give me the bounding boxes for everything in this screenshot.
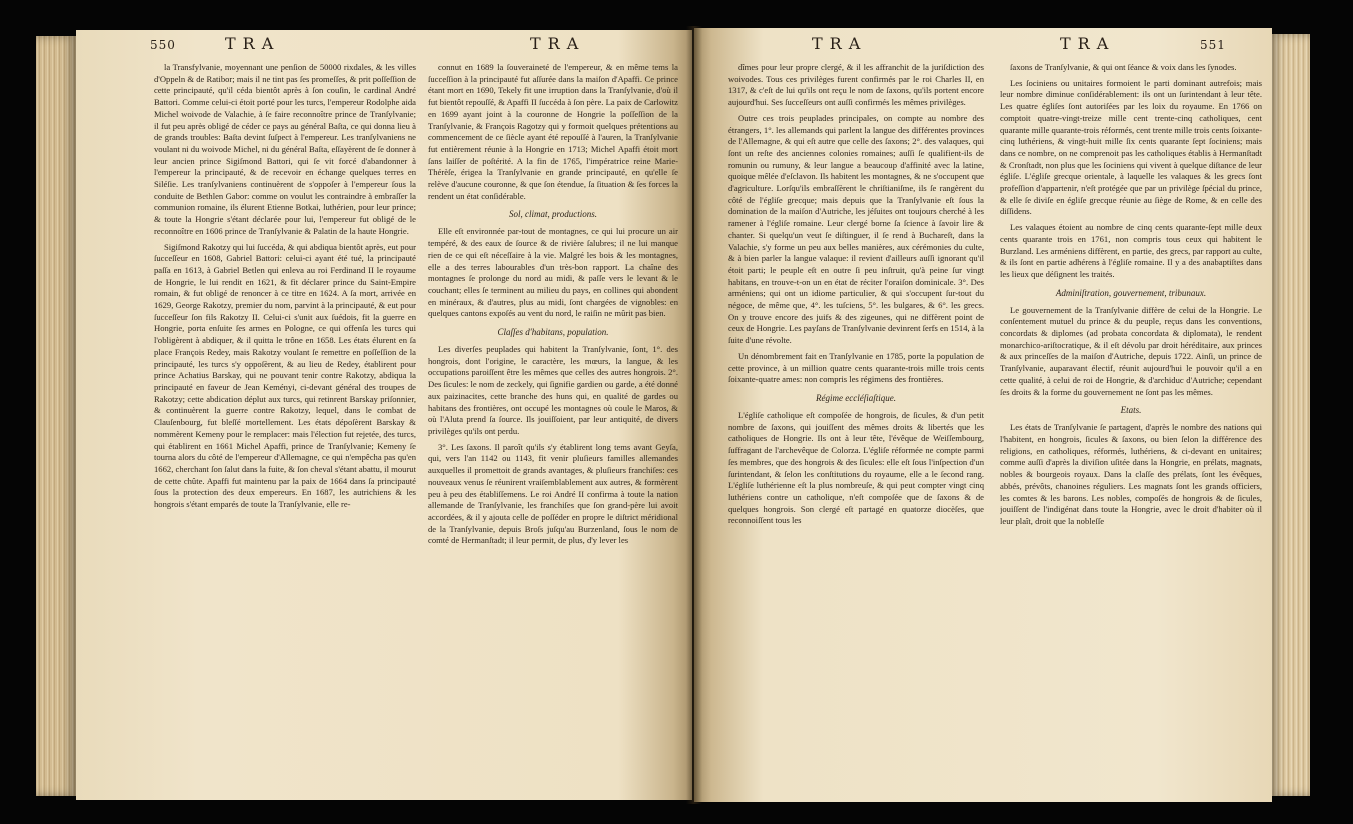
right-page-number: 551 bbox=[1200, 38, 1226, 52]
paragraph: ſaxons de Tranſylvanie, & qui ont ſéance & voix dans les ſynodes. bbox=[1010, 62, 1237, 72]
paragraph: Le gouvernement de la Tranſylvanie diffère de celui de la Hongrie. Le conſentement mutuel du prince & du peuple, reçus dans les conventions, concordats & diplomes (ad probata concordata & diplomata), le rendent monarchico-ariſtocratique, & il eſt dévolu par droit héréditaire, aux princes & aux princeſſes de la maiſon d'Autriche, depuis 1722. Ainſi, un prince de Tranſylvanie, auparavant électif, réunit aujourd'hui le pouvoir qu'il a en cette qualité, à celui de roi de Hongrie, & d'archiduc d'Autriche; cependant ſes droits & la forme du gouvernement ne ſont pas les mêmes. bbox=[1000, 304, 1262, 397]
column-4 bbox=[1000, 62, 1262, 788]
right-page-edges bbox=[1270, 34, 1310, 796]
column-2 bbox=[428, 62, 678, 786]
section-heading-classes: Claſſes d'habitans, population. bbox=[497, 327, 609, 338]
left-running-head-2: TRA bbox=[530, 34, 586, 53]
paragraph: la Transfylvanie, moyennant une penſion de 50000 rixdales, & les villes d'Oppeln & de Ratibor; mais il ne tint pas ſes promeſſes, & prit poſſeſſion de cette principauté, qu'il céda bientôt après à ſon couſin, le cardinal André Battori. Comme celui-ci étoit porté pour les turcs, l'empereur Rodolphe aida Michel woivode de Valachie, à ſe faire reconnoître prince de Tranſylvanie; il fut peu après obligé de céder ce pays au général Baſta, ce qui donna lieu à de grands troubles: Baſta devint ſuſpect à l'empereur. Les tranſylvaniens ne voulant ni du woivode Michel, ni du général Baſta, eſſayèrent de ſe donner à leur ancien prince Sigiſmond Battori, qui ſe vit forcé d'abandonner à l'empereur la principauté, & de recevoir en échange quelques terres en Siléſie. Les tranſylvaniens continuèrent de s'oppoſer à l'empereur ſous la conduite de Bethlen Gabor: comme on voulut les contraindre à embraſſer la communion romaine, ils élurent Etienne Botkai, luthérien, pour leur prince; & toute la Hongrie s'étant déclarée pour lui, l'empereur fut obligé de le reconnoître en 1606 prince de Tranſylvanie & Palatin de la haute Hongrie. bbox=[154, 62, 416, 236]
paragraph: dîmes pour leur propre clergé, & il les affranchit de la juriſdiction des woivodes. Tous ces privilèges furent confirmés par le roi Charles II, en 1317, & c'eſt de lui qu'ils ont reçu le nom de ſaxons, qu'ils portent encore aujourd'hui. Ses ſucceſſeurs ont auſſi confirmés les mêmes privilèges. bbox=[728, 62, 984, 108]
left-page-edges bbox=[36, 36, 76, 796]
paragraph: Un dénombrement fait en Tranſylvanie en 1785, porte la population de cette province, à un million quatre cents quarante-trois mille trois cents ſoixante-quatre ames: non compris les régimens des frontières. bbox=[728, 350, 984, 385]
paragraph: Sigiſmond Rakotzy qui lui ſuccéda, & qui abdiqua bientôt après, eut pour ſucceſſeur en 1608, Gabriel Battori: celui-ci ayant été tué, la principauté paſſa en 1613, à Gabriel Betlen qui enleva au roi Ferdinand II le royaume de Hongrie, le lui rendit en 1621, & fit déclarer prince du Saint-Empire romain, & fut obligé de renoncer à ce titre en 1624. A ſa mort, arrivée en 1629, George Rakotzy, premier du nom, parvint à la principauté, & eut pour ſucceſſeur ſon fils Rakotzy II. Celui-ci s'unit aux ſuédois, fit la guerre en Hongrie, porta enſuite ſes armes en Pologne, ce qui offenſa les turcs qui l'obligèrent à abdiquer, & il quitta le trône en 1658. Les états élurent en ſa place François Redey, mais Rakotzy voulant ſe remettre en poſſeſſion de la principauté, les turcs s'y oppoſèrent, & au lieu de Redey, établirent pour prince Achatius Barskay, qui ne pouvant tenir contre Rakotzy, abdiqua la principauté en faveur de Jean Keményi, ci-devant général des troupes de Rakotzy; cette abdication déplut aux turcs, qui retinrent Barskay priſonnier, & continuèrent la guerre contre Rakotzy, lequel, dans le combat de Clauſenbourg, fut bleſſé mortellement. Les états dépoſèrent Barskay & nommèrent Kemeny pour le remplacer: mais l'élection fut rejetée, des turcs, qui établirent en 1661 Michel Apaffi, prince de Tranſylvanie; Kemeny ſe tourna alors du côté de l'empereur d'Allemagne, ce qui n'empêcha pas qu'en 1662, cherchant ſon ſalut dans la fuite, & ſon cheval s'étant abattu, il mourut de cette chûte. Apaffi fut maintenu par la paix de 1664 dans ſa principauté ſous la protection des deux empereurs. En 1687, les autrichiens & les hongrois s'étant emparés de toute la Tranſylvanie, elle re- bbox=[154, 241, 416, 510]
right-running-head-1: TRA bbox=[812, 34, 868, 53]
column-3 bbox=[728, 62, 984, 788]
left-running-head-1: TRA bbox=[225, 34, 281, 53]
paragraph: Les états de Tranſylvanie ſe partagent, d'après le nombre des nations qui l'habitent, en hongrois, ſicules & ſaxons, ou bien ſelon la différence des religions, en catholiques, réformés, luthériens, & ci-devant en unitaires; comme auſſi d'après la diviſion uſitée dans la Hongrie, en prélats, magnats, nobles & bourgeois royaux. Dans la claſſe des prélats, ſont les évêques, abbés, prévôts, chanoines réguliers. Les magnats ſont les grands officiers, les comtes & les barons. Les nobles, compoſés de hongrois & de ſicules, jouiſſent de l'indigénat dans toute la Hongrie, avec le droit d'habiter où il leur plaît, droit que la nobleſſe bbox=[1000, 422, 1262, 526]
book-gutter bbox=[686, 26, 702, 804]
paragraph: Les ſociniens ou unitaires formoient le parti dominant autrefois; mais leur nombre diminue conſidérablement: ils ont un ſurintendant à leur tête. Les quatre égliſes ſont autoriſées par les loix du royaume. En 1766 on comptoit quatre-vingt-treize mille cent trente-cinq catholiques, cent quarante mille quarante-trois réformés, cent trente mille trois cents ſoixante-cinq luthériens, & vingt-huit mille ſix cents quarante ſept ſociniens; mais dans ce nombre, on ne comprenoit pas les catholiques établis à Hermanſtadt & Cronſtadt, non plus que les ſociniens qui vivent à quelque diſtance de leur égliſe. L'égliſe grecque orientale, à laquelle les valaques & les grecs ſont profeſſion d'appartenir, n'eſt protégée que par un privilège ſpécial du prince, & elle ſe diviſe en égliſe grecque réunie au ſiège de Rome, & en celle des diſſidens. bbox=[1000, 77, 1262, 217]
paragraph: Les diverſes peuplades qui habitent la Tranſylvanie, ſont, 1°. des hongrois, dont l'origine, le caractère, les mœurs, la langue, & les occupations paroiſſent être les mêmes que celles des autres hongrois. 2°. Des ſicules: le nom de zeckely, qui ſignifie gardien ou garde, a été donné aux paizinacites, cette branche des huns qui, en qualité de gardes ou habitans des frontières, ont occupé les montagnes où coule le Maros, & où l'Aluta prend ſa ſource. Ils jouiſſoient, par leur antiquité, de divers privilèges qu'ils ont perdu. bbox=[428, 344, 678, 436]
section-heading-administration: Adminiſtration, gouvernement, tribunaux. bbox=[1055, 287, 1207, 298]
right-running-header bbox=[720, 34, 1226, 56]
left-running-header bbox=[150, 34, 670, 56]
section-heading-etats: Etats. bbox=[1120, 405, 1142, 416]
paragraph: Outre ces trois peuplades principales, on compte au nombre des étrangers, 1°. les allemands qui parlent la langue des différentes provinces de l'Allemagne, & qui eſt autre que celle des ſaxons; 2°. des valaques, qui ſont un reſte des anciennes colonies romaines; auſſi ſe qualifient-ils de romunin ou rumuny, & leur langue a beaucoup d'affinité avec la latine, quoique mêlée d'eſclavon. Ils habitent les montagnes, & ne s'occupent que d'agriculture. Lorſqu'ils embraſſèrent le chriſtianiſme, ils ſe rangèrent du côté de l'égliſe grecque; mais depuis que la Tranſylvanie eſt ſous la domination de la maiſon d'Autriche, les jéſuites ont toujours cherché à les ramener à l'égliſe romaine. Leur clergé borne ſa ſcience à ſavoir lire & chanter. Si quelqu'un veut ſe diſtinguer, il ſe rend à Buchareſt, dans la Valachie, s'y forme un peu aux belles manières, aux cérémonies du culte, & à bien parler la langue valaque: il revient d'ailleurs auſſi ignorant qu'il étoit parti; le peuple eſt en outre ſi peu inſtruit, qu'à peine ſur vingt habitans, en trouve-t-on un en état de réciter l'oraiſon dominicale. 3°. Des arméniens; qui ont un idiome particulier, & qui s'occupent ſur-tout du négoce, de même que, 4°. les tuſciens, 5°. les bulgares, & 6°. les grecs. On y trouve encore des juifs & des zigeunes, qui ne diffèrent point de ceux de Hongrie. Les payſans de Tranſylvanie devinrent ſerfs en 1514, à la ſuite d'une révolte. bbox=[728, 112, 984, 346]
paragraph: connut en 1689 la ſouveraineté de l'empereur, & en même tems la ſucceſſion à la principauté fut aſſurée dans la maiſon d'Apaffi. Ce prince étant mort en 1690, Tekely fit une irruption dans la Tranſylvanie, d'où il fut bientôt repouſſé, & Apaffi II ſuccéda à ſon père. La paix de Carlowitz en 1699 ayant joint à la couronne de Hongrie la poſſeſſion de la Tranſylvanie, & François Ragotzy qui y formoit quelques prétentions au commencement de ce ſiècle ayant été repouſſé à l'auren, la Tranſylvanie fut entièrement réunie à la Hongrie en 1713; Michel Apaffi étoit mort ſans laiſſer de poſtérité. A la fin de 1765, l'impératrice reine Marie-Thérèſe, érigea la Tranſylvanie en grande principauté, en qu'elle ſe relève d'aucune couronne, & que ſon étendue, ſa ſituation & ſes forces la rendent un état conſidérable. bbox=[428, 62, 678, 201]
section-heading-sol: Sol, climat, productions. bbox=[509, 209, 597, 220]
left-page-number: 550 bbox=[150, 38, 176, 52]
paragraph: Les valaques étoient au nombre de cinq cents quarante-ſept mille deux cents quarante trois en 1761, non compris tous ceux qui habitent le Burzland. Les arméniens diffèrent, en partie, des grecs, par rapport au culte, & ils ſont en partie adhérens à l'égliſe romaine. Il y a des anabaptiſtes dans les lieux que déſignent les traités. bbox=[1000, 222, 1262, 279]
section-heading-regime: Régime eccléſiaſtique. bbox=[816, 392, 896, 403]
paragraph: L'égliſe catholique eſt compoſée de hongrois, de ſicules, & d'un petit nombre de ſaxons, qui jouiſſent des mêmes droits & libertés que les catholiques de Hongrie. Ils ont à leur tête, l'évêque de Weiſſembourg, ſuffragant de l'archevêque de Colorza. L'égliſe réformée ne compte parmi ſes membres, que des hongrois & des ſicules: elle eſt ſous l'inſpection d'un ſurintendant, & ſelon les conſtitutions du royaume, elle a le ſecond rang. L'égliſe luthérienne eſt la plus nombreuſe, & qui peut compter vingt cinq luthériens contre un catholique, n'eſt compoſée que de ſaxons & de quelques hongrois. Son clergé eſt partagé en quatorze diocèſes, que reconnoiſſent tous les bbox=[728, 409, 984, 526]
paragraph: Elle eſt environnée par-tout de montagnes, ce qui lui procure un air tempéré, & des eaux de ſource & de rivière ſalubres; il ne lui manque rien de ce qui eſt néceſſaire à la vie. Malgré les bois & les montagnes, elle a des terres labourables d'un très-bon rapport. La chaîne des montagnes ſe prolonge du nord au midi, & paſſe vers le levant & le couchant; elles ſe terminent au milieu du pays, en collines qui abondent en minéraux, & d'autres, plus au midi, ſont chargées de vignobles: en quelques cantons expoſés au vent du nord, le raiſin ne mûrit pas bien. bbox=[428, 226, 678, 319]
paragraph: 3°. Les ſaxons. Il paroît qu'ils s'y établirent long tems avant Geyſa, qui, vers l'an 1142 ou 1143, fit venir pluſieurs familles allemandes auxquelles il promettoit de grands avantages, & pluſieurs franchiſes: ces nouveaux venus ſe réunirent vraiſemblablement aux autres, & formèrent peu à peu des établiſſemens. Le roi André II confirma à toute la nation allemande de Tranſylvanie, les franchiſes que ſon grand-père lui avoit accordées, & il y ajouta celle de poſſéder en propre le diſtrict méridional de la Tranſylvanie, depuis Broſs juſqu'au Burzenland, ſous le nom de comté de Hermanſtadt; il leur permit, de plus, d'y lever les bbox=[428, 441, 678, 546]
right-running-head-2: TRA bbox=[1060, 34, 1116, 53]
column-1 bbox=[154, 62, 416, 786]
